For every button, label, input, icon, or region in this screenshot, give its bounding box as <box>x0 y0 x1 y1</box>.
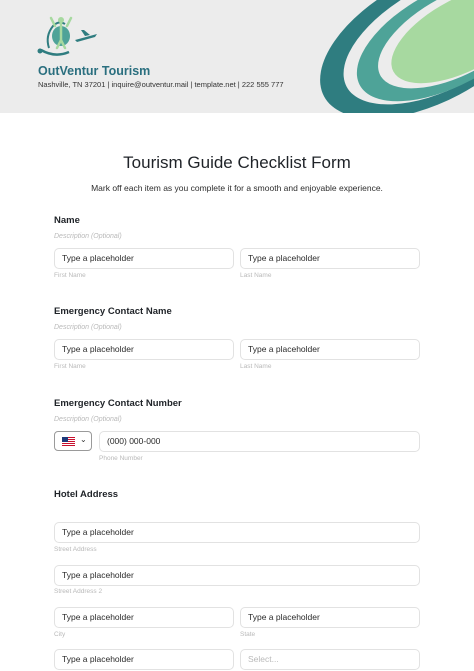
hotel-address-label: Hotel Address <box>54 489 119 500</box>
emergency-number-description: Description (Optional) <box>54 416 122 423</box>
city-input[interactable]: Type a placeholder <box>54 607 234 628</box>
us-flag-icon <box>62 437 75 446</box>
country-select[interactable]: Select... <box>240 649 420 670</box>
emergency-first-name-input[interactable]: Type a placeholder <box>54 339 234 360</box>
emergency-number-label: Emergency Contact Number <box>54 398 182 409</box>
first-name-sublabel: First Name <box>54 272 86 279</box>
last-name-sublabel: Last Name <box>240 272 272 279</box>
page-subtitle: Mark off each item as you complete it for a smooth and enjoyable experience. <box>91 183 383 193</box>
street-address-2-sublabel: Street Address 2 <box>54 588 103 595</box>
letterhead <box>0 0 474 113</box>
state-input[interactable]: Type a placeholder <box>240 607 420 628</box>
phone-number-input[interactable]: (000) 000-000 <box>99 431 420 452</box>
street-address-input[interactable]: Type a placeholder <box>54 522 420 543</box>
emergency-last-name-input[interactable]: Type a placeholder <box>240 339 420 360</box>
zip-code-input[interactable]: Type a placeholder <box>54 649 234 670</box>
street-address-sublabel: Street Address <box>54 546 97 553</box>
city-sublabel: City <box>54 631 66 638</box>
emergency-last-name-sublabel: Last Name <box>240 363 272 370</box>
brand-name: OutVentur Tourism <box>38 64 151 78</box>
phone-number-sublabel: Phone Number <box>99 455 143 462</box>
emergency-first-name-sublabel: First Name <box>54 363 86 370</box>
emergency-name-description: Description (Optional) <box>54 324 122 331</box>
name-description: Description (Optional) <box>54 233 122 240</box>
contact-line: Nashville, TN 37201 | inquire@outventur.mail | template.net | 222 555 777 <box>38 80 284 89</box>
emergency-name-label: Emergency Contact Name <box>54 306 172 317</box>
state-sublabel: State <box>240 631 256 638</box>
first-name-input[interactable]: Type a placeholder <box>54 248 234 269</box>
page-title: Tourism Guide Checklist Form <box>123 153 351 172</box>
name-label: Name <box>54 215 80 226</box>
street-address-2-input[interactable]: Type a placeholder <box>54 565 420 586</box>
traveler-airplane-icon <box>35 14 99 60</box>
last-name-input[interactable]: Type a placeholder <box>240 248 420 269</box>
chevron-down-icon: ⌄ <box>80 435 87 444</box>
country-code-select[interactable] <box>54 431 92 451</box>
